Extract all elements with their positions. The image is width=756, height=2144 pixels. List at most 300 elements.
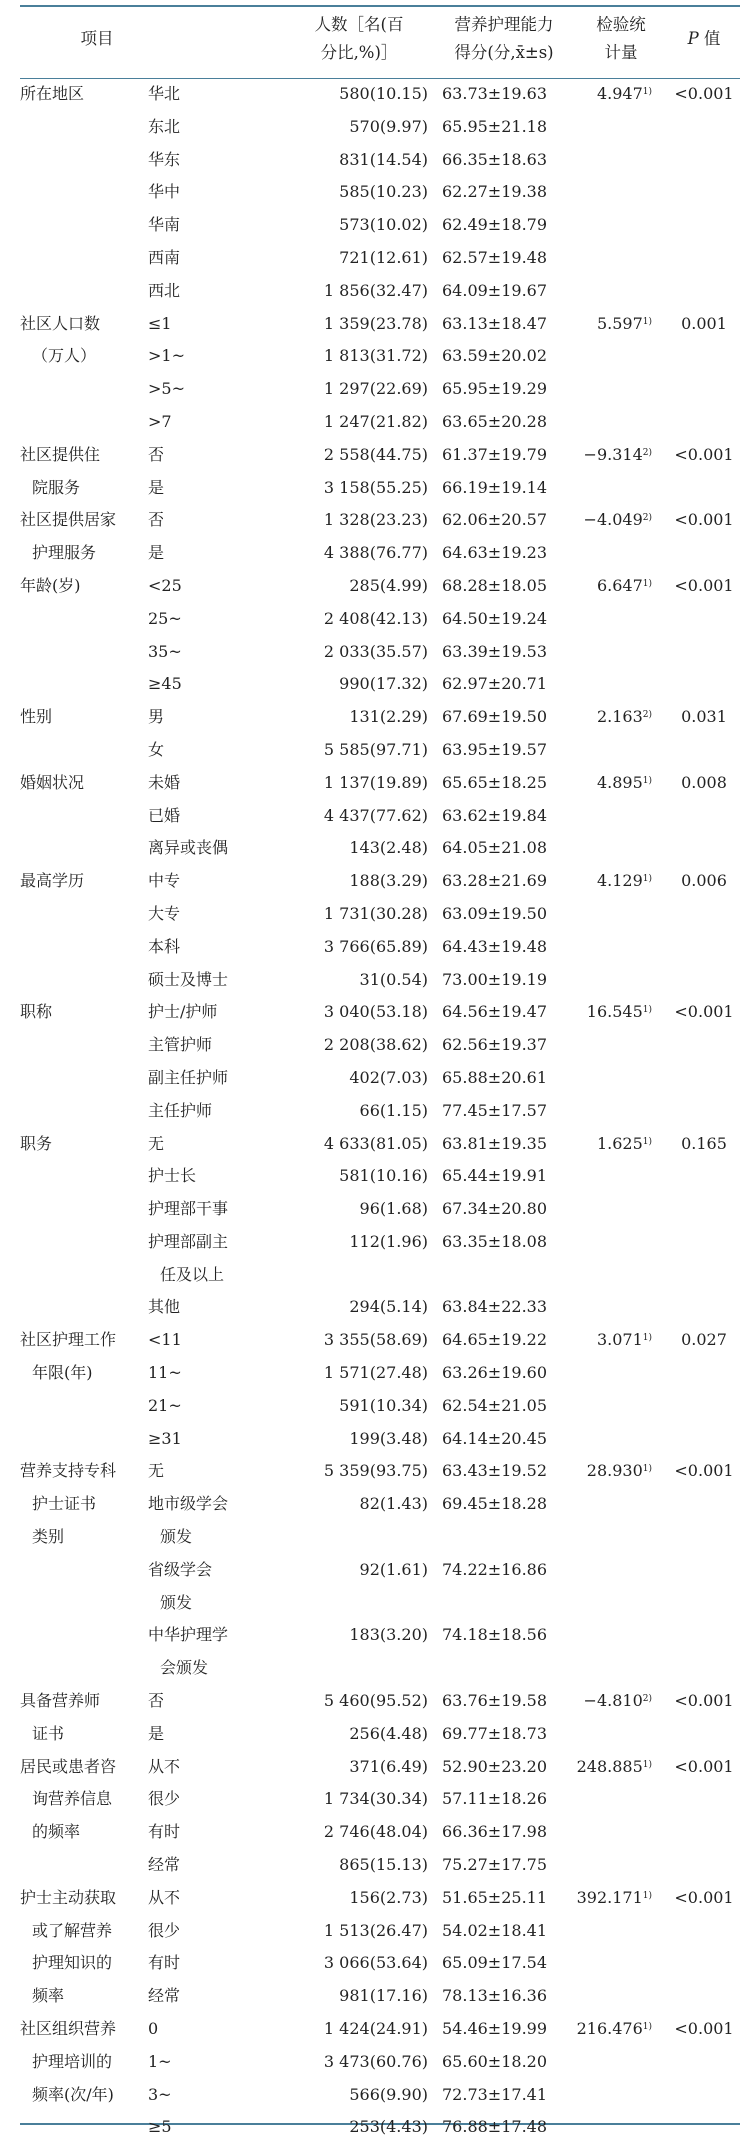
level-cell (144, 144, 284, 177)
count-cell: 3 473(60.76) (323, 2051, 428, 2071)
level-label: 会颁发 (160, 1658, 209, 1678)
statistic-value: −4.049 (583, 510, 643, 530)
score-cell: 67.34±20.80 (442, 1199, 548, 1219)
level-cell (144, 964, 284, 997)
count-cell: 3 355(58.69) (323, 1330, 428, 1350)
statistic-value: 16.545 (586, 1002, 643, 1022)
count-cell: 1 328(23.23) (323, 510, 428, 530)
level-label: 西南 (148, 247, 181, 267)
category-label: 年限(年) (32, 1363, 93, 1383)
level-label: 华东 (148, 149, 181, 169)
score-cell: 65.60±18.20 (442, 2051, 548, 2071)
score-cell: 62.54±21.05 (442, 1395, 548, 1415)
level-label: 东北 (148, 116, 181, 136)
score-cell: 57.11±18.26 (442, 1789, 548, 1809)
category-cell (20, 767, 144, 865)
score-cell: 54.02±18.41 (442, 1920, 548, 1940)
statistic-value: 5.597 (596, 313, 643, 333)
header-item: 项目 (80, 29, 114, 48)
score-cell: 63.81±19.35 (442, 1133, 548, 1153)
category-label: 职务 (20, 1133, 53, 1153)
score-cell: 64.43±19.48 (442, 936, 548, 956)
level-cell (144, 865, 284, 898)
table-row (20, 701, 740, 734)
count-cell: 5 585(97.71) (323, 739, 428, 759)
statistic-cell (574, 570, 668, 701)
statistic-mark: 2) (642, 1694, 652, 1705)
statistic-cell (574, 701, 668, 767)
level-label: 25~ (148, 608, 182, 628)
count-cell: 2 558(44.75) (323, 444, 428, 464)
statistic-mark: 1) (642, 1333, 652, 1344)
level-label: 已婚 (148, 805, 181, 825)
category-label: 询营养信息 (32, 1789, 113, 1809)
score-cell: 51.65±25.11 (442, 1887, 548, 1907)
level-cell (144, 898, 284, 931)
count-cell: 721(12.61) (339, 247, 428, 267)
level-cell (144, 537, 284, 570)
score-cell: 63.26±19.60 (442, 1363, 548, 1383)
count-cell: 1 734(30.34) (323, 1789, 428, 1809)
category-label: 频率 (32, 1986, 65, 2006)
score-cell: 66.35±18.63 (442, 149, 548, 169)
level-cell (144, 1783, 284, 1816)
count-cell: 981(17.16) (339, 1986, 428, 2006)
level-label: 21~ (148, 1395, 182, 1415)
level-cell (144, 439, 284, 472)
level-cell (144, 832, 284, 865)
level-label: 无 (148, 1133, 165, 1153)
count-cell: 188(3.29) (349, 871, 428, 891)
score-cell: 65.88±20.61 (442, 1067, 548, 1087)
category-label: 婚姻状况 (20, 772, 85, 792)
score-cell: 67.69±19.50 (442, 707, 548, 727)
p-value-cell: <0.001 (674, 84, 734, 103)
level-cell (144, 1619, 284, 1685)
level-label: 任及以上 (160, 1264, 225, 1284)
level-label: 无 (148, 1461, 165, 1481)
count-cell: 580(10.15) (339, 84, 428, 103)
header-score: 营养护理能力 得分(分,x̄±s) (454, 15, 554, 62)
level-cell (144, 1849, 284, 1882)
table-row (20, 1455, 740, 1488)
count-cell: 5 460(95.52) (323, 1691, 428, 1711)
p-value-cell: 0.031 (681, 707, 727, 727)
category-label: 年龄(岁) (20, 575, 81, 595)
score-cell: 77.45±17.57 (442, 1100, 548, 1120)
category-label: 所在地区 (20, 84, 85, 103)
table-row (20, 1882, 740, 1915)
p-value-cell: 0.165 (681, 1133, 727, 1153)
statistic-value: 1.625 (596, 1133, 643, 1153)
category-cell (20, 1751, 144, 1882)
level-cell (144, 800, 284, 833)
p-value-cell: 0.001 (681, 313, 727, 333)
category-cell (20, 996, 144, 1127)
count-cell: 3 066(53.64) (323, 1953, 428, 1973)
score-cell: 65.09±17.54 (442, 1953, 548, 1973)
statistic-mark: 1) (642, 1464, 652, 1475)
score-cell: 64.63±19.23 (442, 543, 548, 563)
level-label: 3~ (148, 2084, 172, 2104)
level-cell (144, 570, 284, 603)
score-cell: 52.90±23.20 (442, 1756, 548, 1776)
level-cell (144, 1685, 284, 1718)
level-label: 华南 (148, 215, 181, 235)
statistic-mark: 1) (642, 87, 652, 97)
count-cell: 573(10.02) (339, 215, 428, 235)
count-cell: 1 247(21.82) (323, 411, 428, 431)
level-cell (144, 1488, 284, 1554)
category-label: 频率(次/年) (32, 2084, 114, 2104)
score-cell: 72.73±17.41 (442, 2084, 548, 2104)
category-cell (20, 308, 144, 439)
level-cell (144, 1980, 284, 2013)
count-cell: 143(2.48) (349, 838, 428, 858)
category-cell (20, 865, 144, 996)
count-cell: 131(2.29) (349, 707, 428, 727)
statistic-mark: 2) (642, 447, 652, 458)
level-cell (144, 340, 284, 373)
score-cell: 62.56±19.37 (442, 1035, 548, 1055)
count-cell: 285(4.99) (349, 575, 428, 595)
category-label: 社区人口数 (20, 313, 101, 333)
level-label: <25 (148, 575, 182, 595)
level-label: 未婚 (148, 772, 181, 792)
level-label: 经常 (148, 1986, 181, 2006)
statistic-mark: 1) (642, 1136, 652, 1147)
category-label: 居民或患者咨 (20, 1756, 117, 1776)
p-value-cell: <0.001 (674, 1002, 734, 1022)
level-label: 本科 (148, 936, 181, 956)
level-cell (144, 1718, 284, 1751)
p-value-cell: <0.001 (674, 1461, 734, 1481)
level-label: 很少 (148, 1920, 181, 1940)
level-label: 0 (148, 2019, 159, 2039)
statistic-value: 4.947 (596, 84, 643, 103)
score-cell: 63.09±19.50 (442, 903, 548, 923)
level-cell (144, 1554, 284, 1620)
category-label: 证书 (32, 1723, 65, 1743)
category-label: 的频率 (32, 1822, 81, 1842)
score-cell: 63.76±19.58 (442, 1691, 548, 1711)
level-label: 经常 (148, 1855, 181, 1875)
table-row (20, 767, 740, 800)
score-cell: 74.22±16.86 (442, 1559, 548, 1579)
count-cell: 4 388(76.77) (323, 543, 428, 563)
count-cell: 3 040(53.18) (323, 1002, 428, 1022)
category-cell (20, 78, 144, 308)
count-cell: 183(3.20) (349, 1625, 428, 1645)
statistic-cell (574, 1751, 668, 1882)
count-cell: 1 813(31.72) (323, 346, 428, 366)
p-value-cell: <0.001 (674, 444, 734, 464)
statistic-mark: 2) (642, 710, 652, 721)
table-body (20, 78, 740, 2144)
level-label: 中华护理学 (148, 1625, 229, 1645)
count-cell: 1 513(26.47) (323, 1920, 428, 1940)
category-label: 营养支持专科 (20, 1461, 117, 1481)
score-cell: 65.95±19.29 (442, 379, 548, 399)
level-label: 35~ (148, 641, 182, 661)
header-count: 人数［名(百 分比,%)］ (314, 15, 404, 62)
level-label: >5~ (148, 379, 185, 399)
score-cell: 76.88±17.48 (442, 2117, 548, 2137)
level-cell (144, 603, 284, 636)
level-cell (144, 1751, 284, 1784)
statistic-cell (574, 767, 668, 865)
category-label: 性别 (20, 707, 53, 727)
score-cell: 64.14±20.45 (442, 1428, 548, 1448)
score-cell: 54.46±19.99 (442, 2019, 548, 2039)
level-label: 主任护师 (148, 1100, 213, 1120)
level-cell (144, 1947, 284, 1980)
category-cell (20, 1455, 144, 1685)
count-cell: 199(3.48) (349, 1428, 428, 1448)
count-cell: 82(1.43) (359, 1494, 428, 1514)
count-cell: 1 137(19.89) (323, 772, 428, 792)
level-label: 硕士及博士 (148, 969, 229, 989)
statistic-value: 2.163 (596, 707, 643, 727)
header-row (20, 0, 740, 78)
category-label: 具备营养师 (20, 1691, 101, 1711)
level-label: 护理部干事 (148, 1199, 229, 1219)
category-label: 职称 (20, 1002, 53, 1022)
score-cell: 63.95±19.57 (442, 739, 548, 759)
category-label: 社区提供住 (20, 444, 101, 464)
statistic-cell (574, 439, 668, 505)
level-cell (144, 1915, 284, 1948)
level-label: >7 (148, 411, 172, 431)
level-cell (144, 176, 284, 209)
score-cell: 65.95±21.18 (442, 116, 548, 136)
level-label: 否 (148, 510, 165, 530)
level-label: 护士长 (148, 1166, 197, 1186)
score-cell: 63.39±19.53 (442, 641, 548, 661)
level-cell (144, 996, 284, 1029)
score-cell: 75.27±17.75 (442, 1855, 548, 1875)
statistic-cell (574, 78, 668, 308)
score-cell: 62.57±19.48 (442, 247, 548, 267)
level-cell (144, 308, 284, 341)
level-cell (144, 78, 284, 111)
level-label: 地市级学会 (148, 1494, 229, 1514)
count-cell: 92(1.61) (359, 1559, 428, 1579)
statistic-cell (574, 996, 668, 1127)
p-value-cell: <0.001 (674, 510, 734, 530)
count-cell: 2 208(38.62) (323, 1035, 428, 1055)
count-cell: 581(10.16) (339, 1166, 428, 1186)
p-value-cell: 0.027 (681, 1330, 727, 1350)
level-label: 是 (148, 543, 165, 563)
score-cell: 64.09±19.67 (442, 280, 548, 300)
level-label: 有时 (148, 1953, 181, 1973)
score-cell: 65.44±19.91 (442, 1166, 548, 1186)
statistic-value: 392.171 (576, 1887, 643, 1907)
score-cell: 78.13±16.36 (442, 1986, 548, 2006)
count-cell: 4 633(81.05) (323, 1133, 428, 1153)
count-cell: 1 856(32.47) (323, 280, 428, 300)
level-cell (144, 668, 284, 701)
level-cell (144, 2046, 284, 2079)
count-cell: 570(9.97) (349, 116, 428, 136)
score-cell: 64.50±19.24 (442, 608, 548, 628)
statistic-value: 6.647 (596, 575, 643, 595)
level-cell (144, 275, 284, 308)
level-label: >1~ (148, 346, 185, 366)
category-label: 院服务 (32, 477, 81, 497)
level-cell (144, 209, 284, 242)
header-p-value: P 值 (687, 29, 721, 48)
statistic-mark: 1) (642, 775, 652, 786)
category-cell (20, 1882, 144, 2013)
level-label: 很少 (148, 1789, 181, 1809)
level-label: 从不 (148, 1887, 181, 1907)
level-cell (144, 767, 284, 800)
level-cell (144, 636, 284, 669)
level-label: 11~ (148, 1363, 182, 1383)
score-cell: 66.19±19.14 (442, 477, 548, 497)
level-cell (144, 1193, 284, 1226)
level-label: 离异或丧偶 (148, 838, 229, 858)
category-label: 或了解营养 (32, 1920, 113, 1940)
count-cell: 831(14.54) (339, 149, 428, 169)
level-cell (144, 242, 284, 275)
score-cell: 63.43±19.52 (442, 1461, 548, 1481)
level-label: 否 (148, 1691, 165, 1711)
count-cell: 591(10.34) (339, 1395, 428, 1415)
level-label: 1~ (148, 2051, 172, 2071)
p-value-cell: 0.006 (681, 871, 727, 891)
score-cell: 63.28±21.69 (442, 871, 548, 891)
level-cell (144, 1291, 284, 1324)
table-row (20, 504, 740, 537)
level-cell (144, 1882, 284, 1915)
table-row (20, 308, 740, 341)
category-cell (20, 570, 144, 701)
score-cell: 64.56±19.47 (442, 1002, 548, 1022)
statistic-mark: 1) (642, 316, 652, 327)
statistic-cell (574, 1685, 668, 1751)
table-row (20, 1324, 740, 1357)
level-label: 护理部副主 (148, 1231, 229, 1251)
table-row (20, 1128, 740, 1161)
count-cell: 2 746(48.04) (323, 1822, 428, 1842)
p-value-cell: <0.001 (674, 2019, 734, 2039)
category-cell (20, 439, 144, 505)
statistic-value: 216.476 (576, 2019, 643, 2039)
score-cell: 63.35±18.08 (442, 1231, 548, 1251)
count-cell: 371(6.49) (349, 1756, 428, 1776)
count-cell: 2 033(35.57) (323, 641, 428, 661)
count-cell: 566(9.90) (349, 2084, 428, 2104)
count-cell: 3 766(65.89) (323, 936, 428, 956)
data-table (20, 0, 740, 2144)
score-cell: 63.13±18.47 (442, 313, 548, 333)
level-label: 否 (148, 444, 165, 464)
statistic-mark: 1) (642, 1005, 652, 1016)
level-cell (144, 1455, 284, 1488)
score-cell: 62.27±19.38 (442, 182, 548, 202)
score-cell: 64.65±19.22 (442, 1330, 548, 1350)
count-cell: 5 359(93.75) (323, 1461, 428, 1481)
table-row (20, 570, 740, 603)
category-label: 护理服务 (32, 543, 97, 563)
statistic-cell (574, 2013, 668, 2144)
statistic-value: −4.810 (583, 1691, 643, 1711)
count-cell: 1 571(27.48) (323, 1363, 428, 1383)
category-label: 护士主动获取 (20, 1887, 117, 1907)
p-value-cell: <0.001 (674, 1691, 734, 1711)
level-cell (144, 1324, 284, 1357)
statistic-value: 4.895 (596, 772, 643, 792)
category-cell (20, 1128, 144, 1325)
table-row (20, 1751, 740, 1784)
level-cell (144, 1226, 284, 1292)
category-label: 社区组织营养 (20, 2019, 117, 2039)
level-cell (144, 2079, 284, 2112)
level-cell (144, 2013, 284, 2046)
category-cell (20, 701, 144, 767)
level-label: 是 (148, 477, 165, 497)
statistic-mark: 1) (642, 874, 652, 885)
level-cell (144, 504, 284, 537)
count-cell: 112(1.96) (349, 1231, 428, 1251)
category-label: 最高学历 (20, 871, 85, 891)
count-cell: 294(5.14) (349, 1297, 428, 1317)
level-label: 省级学会 (148, 1559, 213, 1579)
score-cell: 74.18±18.56 (442, 1625, 548, 1645)
level-label: 其他 (148, 1297, 181, 1317)
category-cell (20, 1324, 144, 1455)
level-label: 有时 (148, 1822, 181, 1842)
level-label: 是 (148, 1723, 165, 1743)
level-label: 西北 (148, 280, 181, 300)
level-label: ≤1 (148, 313, 172, 333)
statistic-mark: 1) (642, 1890, 652, 1901)
level-cell (144, 2111, 284, 2144)
statistic-mark: 1) (642, 1759, 652, 1770)
count-cell: 865(15.13) (339, 1855, 428, 1875)
count-cell: 402(7.03) (349, 1067, 428, 1087)
level-cell (144, 373, 284, 406)
level-label: 男 (148, 707, 165, 727)
statistic-cell (574, 1455, 668, 1685)
statistic-cell (574, 1324, 668, 1455)
statistic-value: 28.930 (586, 1461, 643, 1481)
statistic-mark: 1) (642, 2022, 652, 2033)
score-cell: 63.65±20.28 (442, 411, 548, 431)
level-cell (144, 931, 284, 964)
level-cell (144, 1160, 284, 1193)
level-cell (144, 111, 284, 144)
header-statistic: 检验统 计量 (596, 15, 646, 62)
category-label: 社区护理工作 (20, 1330, 117, 1350)
count-cell: 2 408(42.13) (323, 608, 428, 628)
p-value-cell: <0.001 (674, 1887, 734, 1907)
level-label: ≥5 (148, 2117, 172, 2137)
level-cell (144, 406, 284, 439)
level-label: 颁发 (160, 1592, 193, 1612)
level-label: 华中 (148, 182, 181, 202)
table-row (20, 865, 740, 898)
category-label: 社区提供居家 (20, 510, 117, 530)
level-cell (144, 1029, 284, 1062)
count-cell: 990(17.32) (339, 674, 428, 694)
p-value-cell: <0.001 (674, 1756, 734, 1776)
count-cell: 1 359(23.78) (323, 313, 428, 333)
level-cell (144, 1095, 284, 1128)
